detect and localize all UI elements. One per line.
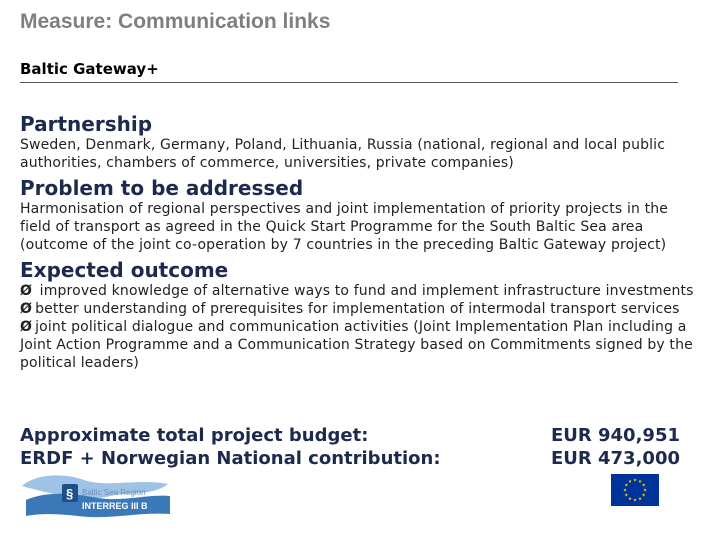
arrow-bullet-icon: Ø [20, 283, 33, 299]
outcome-section [20, 258, 700, 372]
partnership-section [20, 112, 700, 172]
partnership-text: Sweden, Denmark, Germany, Poland, Lithuania, Russia (national, regional and local public authorities, chambers of commerce, universities, private companies) [20, 137, 666, 171]
budget-value: EUR 473,000 [550, 448, 680, 469]
problem-heading: Problem to be addressed [20, 176, 304, 200]
list-item [20, 282, 700, 300]
list-item [20, 300, 700, 318]
outcome-heading: Expected outcome [20, 258, 229, 282]
outcome-list [20, 282, 700, 372]
arrow-bullet-icon: Ø [20, 301, 33, 317]
problem-text: Harmonisation of regional perspectives and joint implementation of priority projects in the field of transport as agreed in the Quick Start Programme for the South Baltic Sea area (outcome of the joint co-operation by 7 countries in the preceding Baltic Gateway project) [20, 201, 669, 253]
divider [20, 82, 678, 83]
partnership-heading: Partnership [20, 112, 153, 136]
project-name: Baltic Gateway+ [20, 60, 159, 78]
svg-text:§: § [66, 486, 74, 501]
problem-section [20, 176, 700, 254]
arrow-bullet-icon: Ø [20, 319, 33, 335]
page-title: Measure: Communication links [20, 10, 331, 33]
content [20, 112, 700, 372]
interreg-logo [18, 470, 178, 528]
budget-value: EUR 940,951 [550, 425, 680, 446]
list-item-text: joint political dialogue and communication activities (Joint Implementation Plan including a Joint Action Programme and a Communication Strategy based on Commitments signed by the political leaders) [20, 319, 693, 371]
budget-label: ERDF + Norwegian National contribution: [20, 448, 441, 469]
budget-row-total [20, 424, 680, 447]
budget-row-contribution [20, 447, 680, 470]
budget-block [20, 424, 680, 470]
list-item-text: improved knowledge of alternative ways to fund and implement infrastructure investments [35, 283, 694, 299]
eu-flag-icon [611, 474, 659, 506]
list-item-text: better understanding of prerequisites for implementation of intermodal transport services [35, 301, 680, 317]
baltic-sea-region-logo-icon [18, 470, 178, 528]
logo-line2: INTERREG III B [82, 501, 148, 511]
list-item [20, 318, 700, 372]
logo-line1: Baltic Sea Region [82, 488, 146, 497]
budget-label: Approximate total project budget: [20, 425, 369, 446]
